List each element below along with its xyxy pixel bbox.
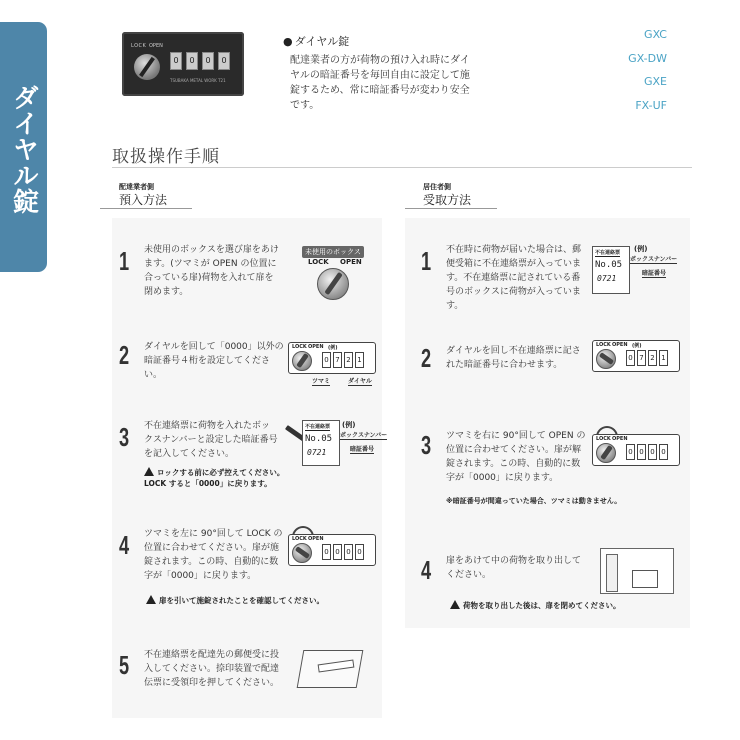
warning-note (146, 595, 346, 606)
slip-box-number: No.05 (595, 260, 623, 270)
side-tab-dial-lock[interactable]: ダイヤル錠 (0, 22, 47, 272)
receive-small-label: 居住者側 (423, 183, 451, 191)
knob-icon (134, 54, 160, 80)
dial-digit: 0 (637, 444, 646, 460)
dial-group (626, 350, 668, 366)
illus-dial-set (288, 342, 380, 388)
open-label: OPEN (612, 436, 628, 442)
dial-digit: 2 (648, 350, 657, 366)
warning-icon (146, 595, 156, 604)
step-number: 1 (119, 246, 130, 276)
callout-knob: ツマミ (312, 378, 331, 385)
knob-icon (317, 268, 349, 300)
step-number: 1 (421, 246, 432, 276)
dial-digit: 1 (355, 352, 364, 368)
model-link[interactable]: GXE (643, 75, 667, 88)
step-text: ツマミを左に 90°回して LOCK の位置に合わせてください。扉が施錠されます。この時、自動的に数字が「0000」に戻ります。 (144, 529, 283, 581)
model-link[interactable]: GX-DW (628, 51, 667, 65)
slip-code: 0721 (597, 274, 617, 283)
illus-unused-box (302, 246, 374, 302)
knob-icon (596, 349, 616, 369)
intro-body: 配達業者の方が荷物の預け入れ時にダイヤルの暗証番号を毎回自由に設定して施錠するため、常に暗証番号が変わり安全です。 (290, 55, 470, 111)
photo-dial: 0 (186, 52, 198, 70)
deposit-small-label: 配達業者側 (119, 183, 154, 191)
dial-digit: 0 (659, 444, 668, 460)
illus-lock (288, 526, 380, 568)
step-text: ダイヤルを回し不在連絡票に記された暗証番号に合わせます。 (446, 346, 581, 370)
example-label: (例) (342, 421, 356, 429)
step-number: 3 (119, 422, 130, 452)
dial-digit: 0 (322, 352, 331, 368)
dial-digit: 0 (355, 544, 364, 560)
photo-dial: 0 (202, 52, 214, 70)
dial-group (322, 544, 364, 560)
step-number: 2 (119, 340, 130, 370)
example-label: (例) (328, 345, 338, 351)
unused-box-badge: 未使用のボックス (302, 246, 364, 258)
knob-icon (292, 543, 312, 563)
illus-open-box (600, 548, 680, 596)
lock-label: LOCK (292, 344, 307, 350)
note-text: ※暗証番号が間違っていた場合、ツマミは動きません。 (446, 497, 622, 505)
dial-digit: 0 (322, 544, 331, 560)
callout-box-number: ボックスナンバー (630, 256, 678, 263)
step-text: 未使用のボックスを選び扉をあけます。(ツマミが OPEN の位置に合っている扉)荷物を入れて扉を閉めます。 (144, 245, 279, 297)
photo-maker-label: TSUBAKA METAL WORK T21 (170, 78, 226, 83)
example-label: (例) (634, 245, 648, 253)
model-link[interactable]: GXC (644, 28, 667, 41)
dial-digit: 1 (659, 350, 668, 366)
photo-dial: 0 (170, 52, 182, 70)
product-photo-dial-lock (122, 32, 244, 96)
step-text: 不在時に荷物が届いた場合は、郵便受箱に不在連絡票が入っています。不在連絡票に記されている番号のボックスに荷物が入っています。 (446, 245, 582, 311)
illus-mailbox (296, 648, 366, 694)
slip-code: 0721 (307, 448, 327, 457)
open-label: OPEN (612, 342, 628, 348)
section-title: 取扱操作手順 (112, 147, 220, 167)
warning-note (450, 600, 680, 611)
model-link[interactable]: FX-UF (635, 98, 667, 112)
receive-label-rule (405, 208, 497, 209)
illus-absence-slip (286, 418, 386, 470)
knob-icon (292, 351, 312, 371)
dial-digit: 0 (344, 544, 353, 560)
illus-absence-slip (592, 244, 690, 298)
slip-box-number: No.05 (305, 434, 333, 444)
warning-text: 扉を引いて施錠されたことを確認してください。 (159, 596, 324, 605)
lock-label: LOCK (292, 536, 307, 542)
step-text: ダイヤルを回して「0000」以外の暗証番号４桁を設定してください。 (144, 342, 284, 380)
step-text: 扉をあけて中の荷物を取り出してください。 (446, 556, 582, 580)
warning-text: ロックする前に必ず控えてください。LOCK すると「0000」に戻ります。 (144, 468, 285, 488)
photo-open-label: OPEN (149, 43, 163, 49)
warning-icon (144, 467, 154, 476)
slip-title: 不在連絡票 (305, 424, 331, 430)
callout-code: 暗証番号 (350, 446, 375, 453)
step-text: 不在連絡票を配達先の郵便受に投入してください。捺印装置で配達伝票に受領印を押してください。 (144, 650, 280, 688)
slip-title: 不在連絡票 (595, 250, 621, 256)
open-label: OPEN (340, 258, 362, 266)
open-label: OPEN (308, 344, 324, 350)
photo-lock-label: LOCK (131, 43, 147, 49)
lock-label: LOCK (596, 436, 611, 442)
deposit-label: 預入方法 (119, 193, 168, 207)
warning-text: 荷物を取り出した後は、扉を閉めてください。 (463, 601, 621, 610)
dial-digit: 7 (637, 350, 646, 366)
warning-note (144, 467, 294, 489)
warning-icon (450, 600, 460, 609)
lock-label: LOCK (596, 342, 611, 348)
open-label: OPEN (308, 536, 324, 542)
dial-digit: 0 (333, 544, 342, 560)
receive-label: 受取方法 (423, 193, 472, 207)
intro-heading: ● ダイヤル錠 (283, 33, 349, 49)
step-number: 5 (119, 650, 130, 680)
dial-digit: 2 (344, 352, 353, 368)
deposit-label-rule (100, 208, 192, 209)
example-label: (例) (632, 343, 642, 349)
step-text: ツマミを右に 90°回して OPEN の位置に合わせてください。扉が解錠されます。この時、自動的に数字が「0000」に戻ります。 (446, 431, 586, 483)
illus-unlock (592, 426, 684, 468)
section-divider (112, 167, 692, 168)
knob-icon (596, 443, 616, 463)
callout-dial: ダイヤル (348, 378, 372, 385)
photo-dials (170, 52, 230, 70)
package-icon (632, 570, 658, 588)
photo-dial: 0 (218, 52, 230, 70)
illus-dial-set (592, 340, 684, 376)
dial-digit: 0 (626, 444, 635, 460)
dial-digit: 0 (648, 444, 657, 460)
dial-group (322, 352, 364, 368)
step-number: 4 (119, 530, 130, 560)
model-list (628, 27, 667, 121)
dial-group (626, 444, 668, 460)
dial-digit: 7 (333, 352, 342, 368)
step-number: 2 (421, 343, 432, 373)
callout-box-number: ボックスナンバー (340, 432, 388, 439)
cabinet-door-icon (606, 554, 618, 592)
step-text: 不在連絡票に荷物を入れたボックスナンバーと設定した暗証番号を記入してください。 (144, 421, 278, 459)
lock-label: LOCK (308, 258, 329, 266)
step-number: 3 (421, 430, 432, 460)
dial-digit: 0 (626, 350, 635, 366)
callout-code: 暗証番号 (642, 270, 667, 277)
step-number: 4 (421, 555, 432, 585)
